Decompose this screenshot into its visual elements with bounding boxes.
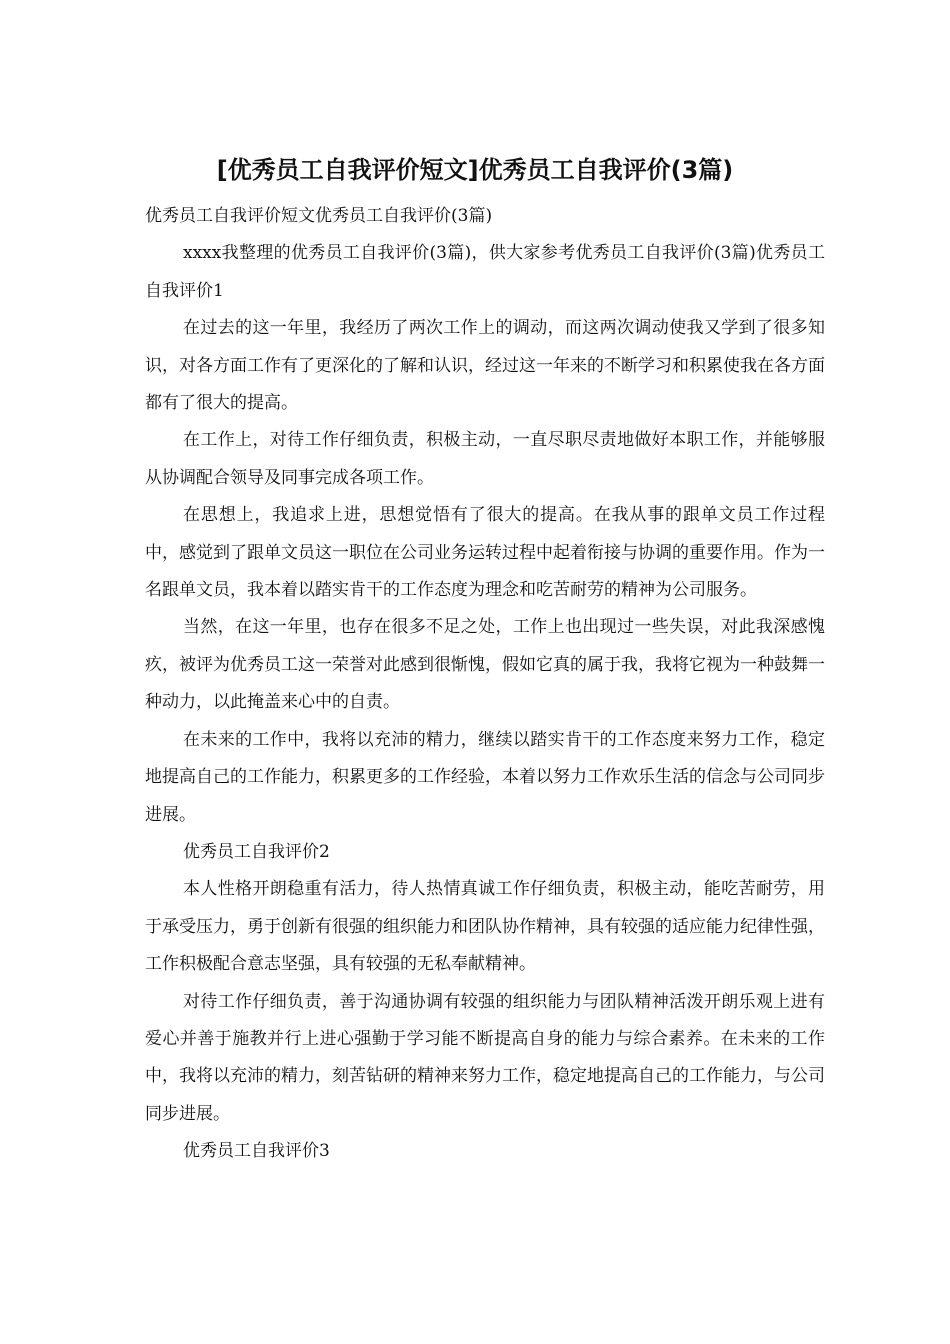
paragraph-2-2: 对待工作仔细负责，善于沟通协调有较强的组织能力与团队精神活泼开朗乐观上进有爱心并善于施教并行上进心强勤于学习能不断提高自身的能力与综合素养。在未来的工作中，我将以充沛的精力，刻苦钻研的精神来努力工作，稳定地提高自己的工作能力，与公司同步进展。	[145, 991, 825, 1124]
paragraph-intro: xxxx我整理的优秀员工自我评价(3篇)，供大家参考优秀员工自我评价(3篇)优秀员工自我评价1	[145, 243, 825, 301]
document-title: [优秀员工自我评价短文]优秀员工自我评价(3篇)	[216, 156, 734, 184]
paragraph-1-1: 在过去的这一年里，我经历了两次工作上的调动，而这两次调动使我又学到了很多知识，对各方面工作有了更深化的了解和认识，经过这一年来的不断学习和积累使我在各方面都有了很大的提高。	[145, 318, 825, 414]
paragraph-1-3: 在思想上，我追求上进，思想觉悟有了很大的提高。在我从事的跟单文员工作过程中，感觉到了跟单文员这一职位在公司业务运转过程中起着衔接与协调的重要作用。作为一名跟单文员，我本着以踏实肯干的工作态度为理念和吃苦耐劳的精神为公司服务。	[145, 505, 825, 601]
document-body	[145, 198, 825, 1171]
paragraph-1-5: 在未来的工作中，我将以充沛的精力，继续以踏实肯干的工作态度来努力工作，稳定地提高自己的工作能力，积累更多的工作经验，本着以努力工作欢乐生活的信念与公司同步进展。	[145, 729, 825, 825]
paragraph-subtitle: 优秀员工自我评价短文优秀员工自我评价(3篇)	[145, 206, 493, 226]
section-heading-3: 优秀员工自我评价3	[183, 1141, 330, 1162]
paragraph-1-2: 在工作上，对待工作仔细负责，积极主动，一直尽职尽责地做好本职工作，并能够服从协调配合领导及同事完成各项工作。	[145, 430, 825, 488]
paragraph-1-4: 当然，在这一年里，也存在很多不足之处，工作上也出现过一些失误，对此我深感愧疚，被评为优秀员工这一荣誉对此感到很惭愧，假如它真的属于我，我将它视为一种鼓舞一种动力，以此掩盖来心中的自责。	[145, 617, 825, 713]
paragraph-2-1: 本人性格开朗稳重有活力，待人热情真诚工作仔细负责，积极主动，能吃苦耐劳，用于承受压力，勇于创新有很强的组织能力和团队协作精神，具有较强的适应能力纪律性强，工作积极配合意志坚强，具有较强的无私奉献精神。	[145, 879, 825, 975]
section-heading-2: 优秀员工自我评价2	[183, 841, 330, 862]
